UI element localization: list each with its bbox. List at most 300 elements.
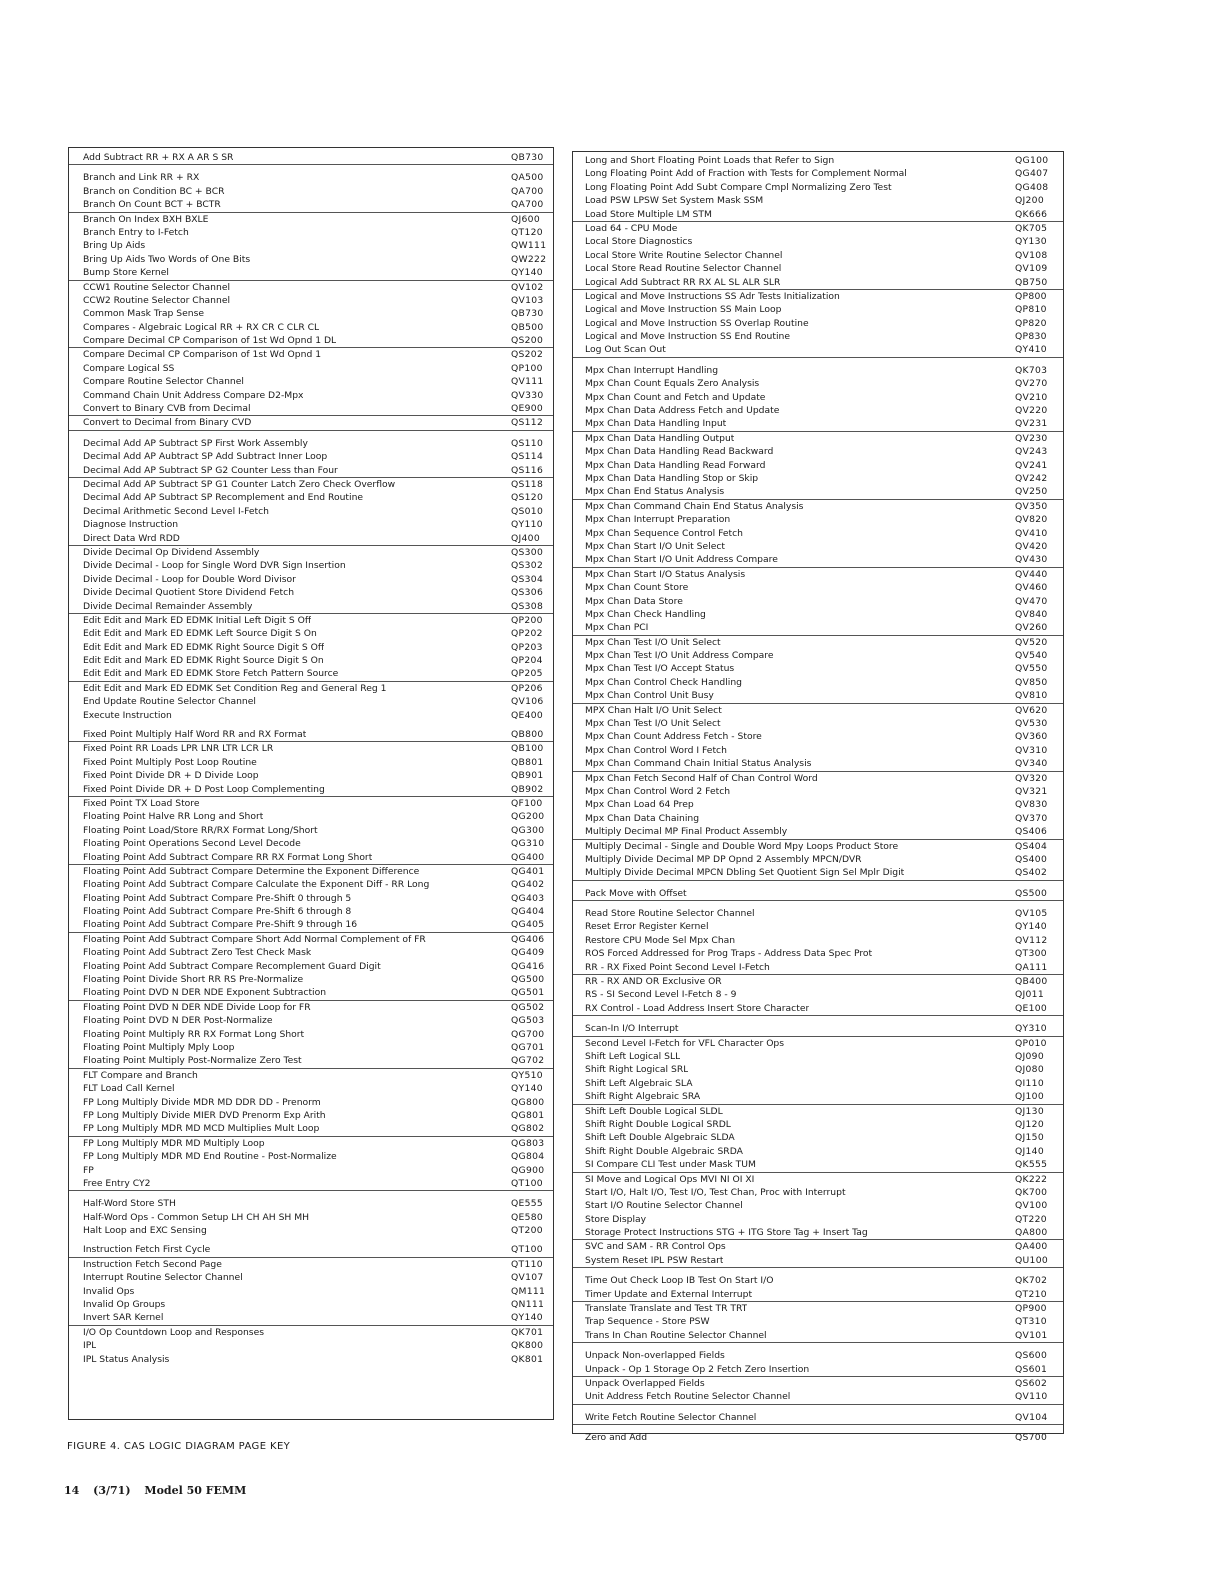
- page-code: QA111: [1015, 961, 1048, 973]
- key-row: [69, 1041, 553, 1054]
- page-code: QV460: [1015, 582, 1048, 594]
- page-code: QG800: [511, 1096, 545, 1108]
- page-code: QT100: [511, 1177, 543, 1189]
- diagram-title: Floating Point DVD N DER NDE Exponent Subtraction: [83, 987, 327, 999]
- key-row: [69, 1122, 553, 1136]
- diagram-title: IPL: [83, 1340, 97, 1352]
- key-row: [573, 988, 1063, 1001]
- diagram-title: RX Control - Load Address Insert Store Character: [585, 1002, 810, 1014]
- diagram-title: Decimal Add AP Subtract SP Recomplement and End Routine: [83, 492, 364, 504]
- page-code: QJ011: [1015, 989, 1044, 1001]
- diagram-title: Bring Up Aids: [83, 240, 146, 252]
- page-code: QY110: [511, 519, 543, 531]
- key-row: [573, 1329, 1063, 1343]
- left-entry-list: [69, 151, 553, 1366]
- key-row: [573, 540, 1063, 553]
- page-code: QG404: [511, 906, 545, 918]
- diagram-title: Floating Point Add Subtract Compare Calculate the Exponent Diff - RR Long: [83, 879, 430, 891]
- diagram-title: Logical and Move Instructions SS Adr Tests Initialization: [585, 290, 840, 302]
- diagram-title: Decimal Add AP Aubtract SP Add Subtract Inner Loop: [83, 451, 328, 463]
- key-row: [69, 892, 553, 905]
- page-code: QV109: [1015, 263, 1048, 275]
- page-code: QT110: [511, 1258, 543, 1270]
- page-code: QS300: [511, 546, 544, 558]
- diagram-title: Multiply Divide Decimal MP DP Opnd 2 Assembly MPCN/DVR: [585, 853, 862, 865]
- diagram-title: Store Display: [585, 1213, 647, 1225]
- key-row: [69, 1339, 553, 1352]
- key-row: [69, 198, 553, 212]
- key-row: [573, 1315, 1063, 1328]
- page-code: QV243: [1015, 446, 1048, 458]
- page-code: QE580: [511, 1211, 544, 1223]
- key-row: [69, 709, 553, 722]
- key-row: [69, 1150, 553, 1163]
- diagram-title: Mpx Chan PCI: [585, 622, 649, 634]
- key-row: [69, 695, 553, 708]
- page-code: QV250: [1015, 486, 1048, 498]
- page-code: QJ130: [1015, 1105, 1044, 1117]
- key-row: [573, 785, 1063, 798]
- figure-caption: FIGURE 4. CAS LOGIC DIAGRAM PAGE KEY: [67, 1441, 291, 1452]
- diagram-title: Mpx Chan Start I/O Status Analysis: [585, 568, 746, 580]
- key-row: [573, 343, 1063, 357]
- diagram-title: Floating Point Load/Store RR/RX Format Long/Short: [83, 824, 318, 836]
- key-row: [573, 1022, 1063, 1036]
- page-code: QP820: [1015, 317, 1047, 329]
- key-row: [573, 459, 1063, 472]
- key-row: [573, 568, 1063, 581]
- page-code: QA400: [1015, 1241, 1048, 1253]
- page-code: QG502: [511, 1001, 545, 1013]
- diagram-title: Invalid Op Groups: [83, 1299, 166, 1311]
- page-code: QG403: [511, 892, 545, 904]
- page-code: QJ200: [1015, 195, 1044, 207]
- key-row: [69, 281, 553, 294]
- page-code: QS116: [511, 464, 544, 476]
- page-code: QV320: [1015, 772, 1048, 784]
- page-code: QP100: [511, 362, 543, 374]
- diagram-title: Trans In Chan Routine Selector Channel: [585, 1329, 767, 1341]
- key-row: [573, 1118, 1063, 1131]
- key-row: [69, 266, 553, 280]
- key-row: [573, 167, 1063, 180]
- key-row: [69, 986, 553, 1000]
- key-row: [69, 464, 553, 478]
- page-code: QV108: [1015, 249, 1048, 261]
- page-code: QB750: [1015, 276, 1048, 288]
- diagram-title: FP Long Multiply MDR MD End Routine - Post-Normalize: [83, 1151, 337, 1163]
- page-code: QG409: [511, 947, 545, 959]
- key-row: [69, 1054, 553, 1068]
- key-row: [69, 171, 553, 184]
- diagram-title: Start I/O Routine Selector Channel: [585, 1200, 743, 1212]
- diagram-title: Invalid Ops: [83, 1285, 135, 1297]
- key-row: [573, 432, 1063, 445]
- diagram-title: Mpx Chan Data Handling Read Forward: [585, 459, 766, 471]
- diagram-title: Mpx Chan Data Handling Read Backward: [585, 446, 774, 458]
- key-row: [69, 1353, 553, 1366]
- diagram-title: RR - RX Fixed Point Second Level I-Fetch: [585, 961, 770, 973]
- page-code: QG405: [511, 919, 545, 931]
- key-row: [69, 865, 553, 878]
- page-code: QK700: [1015, 1186, 1048, 1198]
- page-code: QG200: [511, 811, 545, 823]
- page-code: QV260: [1015, 622, 1048, 634]
- page-code: QK703: [1015, 364, 1048, 376]
- key-row: [69, 505, 553, 518]
- key-row: [573, 1158, 1063, 1172]
- page-code: QG500: [511, 974, 545, 986]
- diagram-title: Interrupt Routine Selector Channel: [83, 1272, 243, 1284]
- manual-title: Model 50 FEMM: [144, 1484, 247, 1497]
- page-code: QV230: [1015, 432, 1048, 444]
- diagram-title: Scan-In I/O Interrupt: [585, 1023, 679, 1035]
- page-code: QG400: [511, 851, 545, 863]
- diagram-title: Convert to Decimal from Binary CVD: [83, 417, 252, 429]
- key-row: [69, 546, 553, 559]
- key-row: [573, 1063, 1063, 1076]
- page-code: QY310: [1015, 1023, 1047, 1035]
- diagram-title: Shift Right Logical SRL: [585, 1064, 689, 1076]
- diagram-title: Shift Right Double Logical SRDL: [585, 1118, 731, 1130]
- page-code: QP830: [1015, 331, 1047, 343]
- diagram-title: Translate Translate and Test TR TRT: [585, 1303, 748, 1315]
- key-row: [573, 445, 1063, 458]
- diagram-title: Branch Entry to I-Fetch: [83, 226, 189, 238]
- diagram-title: Compares - Algebraic Logical RR + RX CR C CLR CL: [83, 321, 320, 333]
- diagram-title: Floating Point Halve RR Long and Short: [83, 811, 264, 823]
- diagram-title: FP Long Multiply Divide MIER DVD Prenorm Exp Arith: [83, 1109, 326, 1121]
- key-row: [573, 1377, 1063, 1390]
- key-row: [573, 730, 1063, 743]
- page-code: QW222: [511, 253, 547, 265]
- diagram-title: FLT Load Call Kernel: [83, 1083, 175, 1095]
- key-row: [69, 742, 553, 755]
- page-code: QS306: [511, 587, 544, 599]
- diagram-title: Mpx Chan Control Unit Busy: [585, 690, 714, 702]
- page-code: QS500: [1015, 887, 1048, 899]
- diagram-title: Branch On Index BXH BXLE: [83, 213, 209, 225]
- key-row: [573, 689, 1063, 703]
- key-row: [69, 769, 553, 782]
- key-row: [69, 450, 553, 463]
- diagram-title: Load PSW LPSW Set System Mask SSM: [585, 195, 764, 207]
- diagram-title: Shift Left Double Logical SLDL: [585, 1105, 723, 1117]
- page-code: QV321: [1015, 785, 1048, 797]
- page-code: QG801: [511, 1109, 545, 1121]
- diagram-title: Long Floating Point Add Subt Compare Cmpl Normalizing Zero Test: [585, 181, 892, 193]
- key-row: [69, 1311, 553, 1325]
- page-code: QS406: [1015, 826, 1048, 838]
- page-code: QJ140: [1015, 1145, 1044, 1157]
- page-code: QV210: [1015, 391, 1048, 403]
- diagram-title: Unpack Overlapped Fields: [585, 1377, 705, 1389]
- page-code: QK555: [1015, 1159, 1048, 1171]
- key-row: [573, 1199, 1063, 1212]
- diagram-title: Mpx Chan Interrupt Preparation: [585, 514, 731, 526]
- page-code: QK702: [1015, 1275, 1048, 1287]
- page-code: QK800: [511, 1340, 544, 1352]
- key-row: [69, 1164, 553, 1177]
- key-row: [573, 222, 1063, 235]
- diagram-title: Fixed Point RR Loads LPR LNR LTR LCR LR: [83, 743, 274, 755]
- diagram-title: Long and Short Floating Point Loads that Refer to Sign: [585, 155, 835, 166]
- page-code: QY130: [1015, 236, 1047, 248]
- diagram-title: Divide Decimal - Loop for Single Word DVR Sign Insertion: [83, 560, 346, 572]
- key-row: [69, 783, 553, 797]
- page-code: QP800: [1015, 290, 1047, 302]
- page-code: QB902: [511, 783, 544, 795]
- key-row: [573, 1240, 1063, 1253]
- key-row: [69, 253, 553, 266]
- diagram-title: Floating Point Add Subtract Zero Test Check Mask: [83, 947, 312, 959]
- diagram-title: Bump Store Kernel: [83, 267, 169, 279]
- diagram-title: Unpack - Op 1 Storage Op 2 Fetch Zero Insertion: [585, 1363, 810, 1375]
- diagram-title: Floating Point Add Subtract Compare Determine the Exponent Difference: [83, 865, 420, 877]
- key-row: [69, 1014, 553, 1027]
- key-row: [573, 513, 1063, 526]
- page-code: QV100: [1015, 1200, 1048, 1212]
- page-code: QW111: [511, 240, 547, 252]
- diagram-title: Multiply Decimal MP Final Product Assembly: [585, 826, 788, 838]
- key-row: [573, 249, 1063, 262]
- page-code: QY510: [511, 1069, 543, 1081]
- diagram-title: Edit Edit and Mark ED EDMK Right Source Digit S Off: [83, 641, 325, 653]
- page-code: QV111: [511, 376, 544, 388]
- diagram-title: Floating Point DVD N DER NDE Divide Loop for FR: [83, 1001, 311, 1013]
- key-row: [69, 416, 553, 430]
- key-row: [573, 907, 1063, 920]
- page-code: QV106: [511, 696, 544, 708]
- diagram-title: Multiply Decimal - Single and Double Word Mpy Loops Product Store: [585, 840, 899, 852]
- diagram-title: Diagnose Instruction: [83, 519, 179, 531]
- page-code: QJ400: [511, 532, 540, 544]
- page-code: QV620: [1015, 704, 1048, 716]
- diagram-title: Pack Move with Offset: [585, 887, 687, 899]
- key-row: [69, 614, 553, 627]
- key-row: [573, 472, 1063, 485]
- key-row: [69, 334, 553, 348]
- key-row: [69, 239, 553, 252]
- key-row: [573, 887, 1063, 901]
- diagram-title: Compare Decimal CP Comparison of 1st Wd Opnd 1: [83, 349, 322, 361]
- diagram-title: Start I/O, Halt I/O, Test I/O, Test Chan, Proc with Interrupt: [585, 1186, 846, 1198]
- diagram-title: Floating Point Add Subtract Compare Recomplement Guard Digit: [83, 960, 381, 972]
- diagram-title: Convert to Binary CVB from Decimal: [83, 403, 251, 415]
- diagram-title: Divide Decimal Quotient Store Dividend Fetch: [83, 587, 295, 599]
- key-row: [69, 878, 553, 891]
- page-code: QE555: [511, 1198, 544, 1210]
- page-code: QB800: [511, 729, 544, 741]
- key-row: [69, 728, 553, 742]
- key-row: [69, 559, 553, 572]
- diagram-title: Storage Protect Instructions STG + ITG Store Tag + Insert Tag: [585, 1227, 868, 1239]
- key-row: [69, 1137, 553, 1150]
- diagram-title: Execute Instruction: [83, 709, 172, 721]
- key-row: [69, 1298, 553, 1311]
- page-code: QV830: [1015, 799, 1048, 811]
- page-code: QK666: [1015, 208, 1048, 220]
- page-code: QS010: [511, 505, 544, 517]
- revision-date: (3/71): [93, 1484, 131, 1497]
- page-code: QM111: [511, 1285, 546, 1297]
- page-code: QG804: [511, 1151, 545, 1163]
- diagram-title: Floating Point Add Subtract Compare Short Add Normal Complement of FR: [83, 933, 426, 945]
- diagram-title: SI Compare CLI Test under Mask TUM: [585, 1159, 756, 1171]
- page-code: QA700: [511, 199, 544, 211]
- key-row: [573, 404, 1063, 417]
- page-code: QV420: [1015, 540, 1048, 552]
- key-row: [573, 717, 1063, 730]
- page-code: QG900: [511, 1164, 545, 1176]
- diagram-title: Mpx Chan Data Address Fetch and Update: [585, 405, 780, 417]
- key-row: [69, 1069, 553, 1082]
- page-code: QS602: [1015, 1377, 1048, 1389]
- diagram-title: Floating Point Operations Second Level Decode: [83, 838, 301, 850]
- diagram-title: FLT Compare and Branch: [83, 1069, 198, 1081]
- page-code: QG310: [511, 838, 545, 850]
- diagram-title: Branch On Count BCT + BCTR: [83, 199, 221, 211]
- right-entry-list: [573, 154, 1063, 1445]
- key-row: [69, 518, 553, 531]
- diagram-title: Edit Edit and Mark ED EDMK Right Source Digit S On: [83, 655, 324, 667]
- diagram-title: Log Out Scan Out: [585, 344, 666, 356]
- page-code: QV101: [1015, 1329, 1048, 1341]
- diagram-title: Floating Point Multiply Mply Loop: [83, 1042, 235, 1053]
- page-code: QV241: [1015, 459, 1048, 471]
- key-row: [69, 1258, 553, 1271]
- key-row: [69, 348, 553, 361]
- page-code: QT100: [511, 1244, 543, 1256]
- key-row: [69, 1243, 553, 1257]
- diagram-title: Mpx Chan Data Handling Output: [585, 432, 735, 444]
- key-row: [573, 1037, 1063, 1050]
- diagram-title: Local Store Diagnostics: [585, 236, 693, 248]
- diagram-title: Command Chain Unit Address Compare D2-Mpx: [83, 389, 304, 401]
- key-row: [573, 595, 1063, 608]
- key-row: [573, 1390, 1063, 1404]
- diagram-title: Shift Left Double Algebraic SLDA: [585, 1132, 735, 1144]
- diagram-title: Free Entry CY2: [83, 1177, 151, 1189]
- key-row: [69, 307, 553, 320]
- key-row: [69, 1271, 553, 1284]
- diagram-title: Logical and Move Instruction SS Overlap Routine: [585, 317, 809, 329]
- diagram-title: Logical Add Subtract RR RX AL SL ALR SLR: [585, 276, 781, 288]
- key-row: [573, 391, 1063, 404]
- page-code: QS402: [1015, 867, 1048, 879]
- key-row: [573, 1131, 1063, 1144]
- diagram-title: Fixed Point Multiply Post Loop Routine: [83, 756, 257, 768]
- diagram-title: Mpx Chan Test I/O Accept Status: [585, 663, 735, 675]
- page-code: QE400: [511, 709, 544, 721]
- page-code: QF100: [511, 797, 543, 809]
- diagram-title: Zero and Add: [585, 1432, 648, 1444]
- page-code: QY140: [511, 1083, 543, 1095]
- diagram-title: Shift Left Algebraic SLA: [585, 1077, 693, 1089]
- page-code: QS601: [1015, 1363, 1048, 1375]
- key-row: [69, 973, 553, 986]
- page-number: 14: [64, 1484, 80, 1497]
- key-row: [573, 1002, 1063, 1016]
- key-row: [573, 798, 1063, 811]
- page-code: QS120: [511, 492, 544, 504]
- page-code: QG300: [511, 824, 545, 836]
- page-code: QS200: [511, 335, 544, 347]
- diagram-title: Trap Sequence - Store PSW: [585, 1316, 710, 1328]
- diagram-title: Multiply Divide Decimal MPCN Dbling Set Quotient Sign Sel Mplr Digit: [585, 867, 905, 879]
- key-row: [573, 317, 1063, 330]
- page-code: QV330: [511, 389, 544, 401]
- diagram-title: Half-Word Ops - Common Setup LH CH AH SH MH: [83, 1211, 310, 1223]
- diagram-title: Divide Decimal Op Dividend Assembly: [83, 546, 260, 558]
- page-code: QG100: [1015, 155, 1049, 166]
- key-row: [573, 704, 1063, 717]
- diagram-title: Compare Logical SS: [83, 362, 175, 374]
- diagram-title: Restore CPU Mode Sel Mpx Chan: [585, 934, 736, 946]
- key-row: [69, 667, 553, 681]
- diagram-title: FP Long Multiply MDR MD Multiply Loop: [83, 1137, 265, 1149]
- page-code: QG501: [511, 987, 545, 999]
- page-code: QB801: [511, 756, 544, 768]
- diagram-title: Mpx Chan Count and Fetch and Update: [585, 391, 766, 403]
- diagram-title: ROS Forced Addressed for Prog Traps - Address Data Spec Prot: [585, 948, 873, 960]
- page-code: QS114: [511, 451, 544, 463]
- page-code: QE900: [511, 403, 544, 415]
- key-row: [69, 960, 553, 973]
- diagram-title: MPX Chan Halt I/O Unit Select: [585, 704, 722, 716]
- key-row: [573, 181, 1063, 194]
- key-row: [69, 491, 553, 504]
- key-row: [69, 600, 553, 614]
- key-row: [69, 321, 553, 334]
- diagram-title: Instruction Fetch Second Page: [83, 1258, 222, 1270]
- diagram-title: Long Floating Point Add of Fraction with Tests for Complement Normal: [585, 168, 907, 180]
- key-row: [573, 676, 1063, 689]
- page-code: QV430: [1015, 554, 1048, 566]
- page-code: QV410: [1015, 527, 1048, 539]
- page-code: QK801: [511, 1353, 544, 1365]
- page-code: QV370: [1015, 812, 1048, 824]
- page-code: QV220: [1015, 405, 1048, 417]
- page-code: QV530: [1015, 718, 1048, 730]
- diagram-title: Mpx Chan Data Store: [585, 595, 683, 607]
- diagram-title: Mpx Chan End Status Analysis: [585, 486, 725, 498]
- page-code: QV550: [1015, 663, 1048, 675]
- page-code: QS600: [1015, 1350, 1048, 1362]
- diagram-title: Logical and Move Instruction SS Main Loop: [585, 304, 782, 316]
- page-code: QV102: [511, 281, 544, 293]
- diagram-title: Mpx Chan Fetch Second Half of Chan Control Word: [585, 772, 818, 784]
- page-code: QV107: [511, 1272, 544, 1284]
- diagram-title: Add Subtract RR + RX A AR S SR: [83, 152, 234, 163]
- diagram-title: Mpx Chan Interrupt Handling: [585, 364, 719, 376]
- diagram-title: Bring Up Aids Two Words of One Bits: [83, 253, 251, 265]
- page-code: QP204: [511, 655, 543, 667]
- key-row: [573, 417, 1063, 431]
- diagram-title: Branch on Condition BC + BCR: [83, 185, 225, 197]
- key-row: [573, 208, 1063, 222]
- diagram-title: Timer Update and External Interrupt: [585, 1288, 753, 1300]
- diagram-title: Local Store Read Routine Selector Channel: [585, 263, 782, 275]
- page-code: QJ600: [511, 213, 540, 225]
- key-row: [573, 1050, 1063, 1063]
- page-code: QS700: [1015, 1432, 1048, 1444]
- page-code: QS110: [511, 437, 544, 449]
- page-code: QV840: [1015, 608, 1048, 620]
- key-row: [573, 1226, 1063, 1240]
- key-row: [573, 636, 1063, 649]
- key-row: [573, 1213, 1063, 1226]
